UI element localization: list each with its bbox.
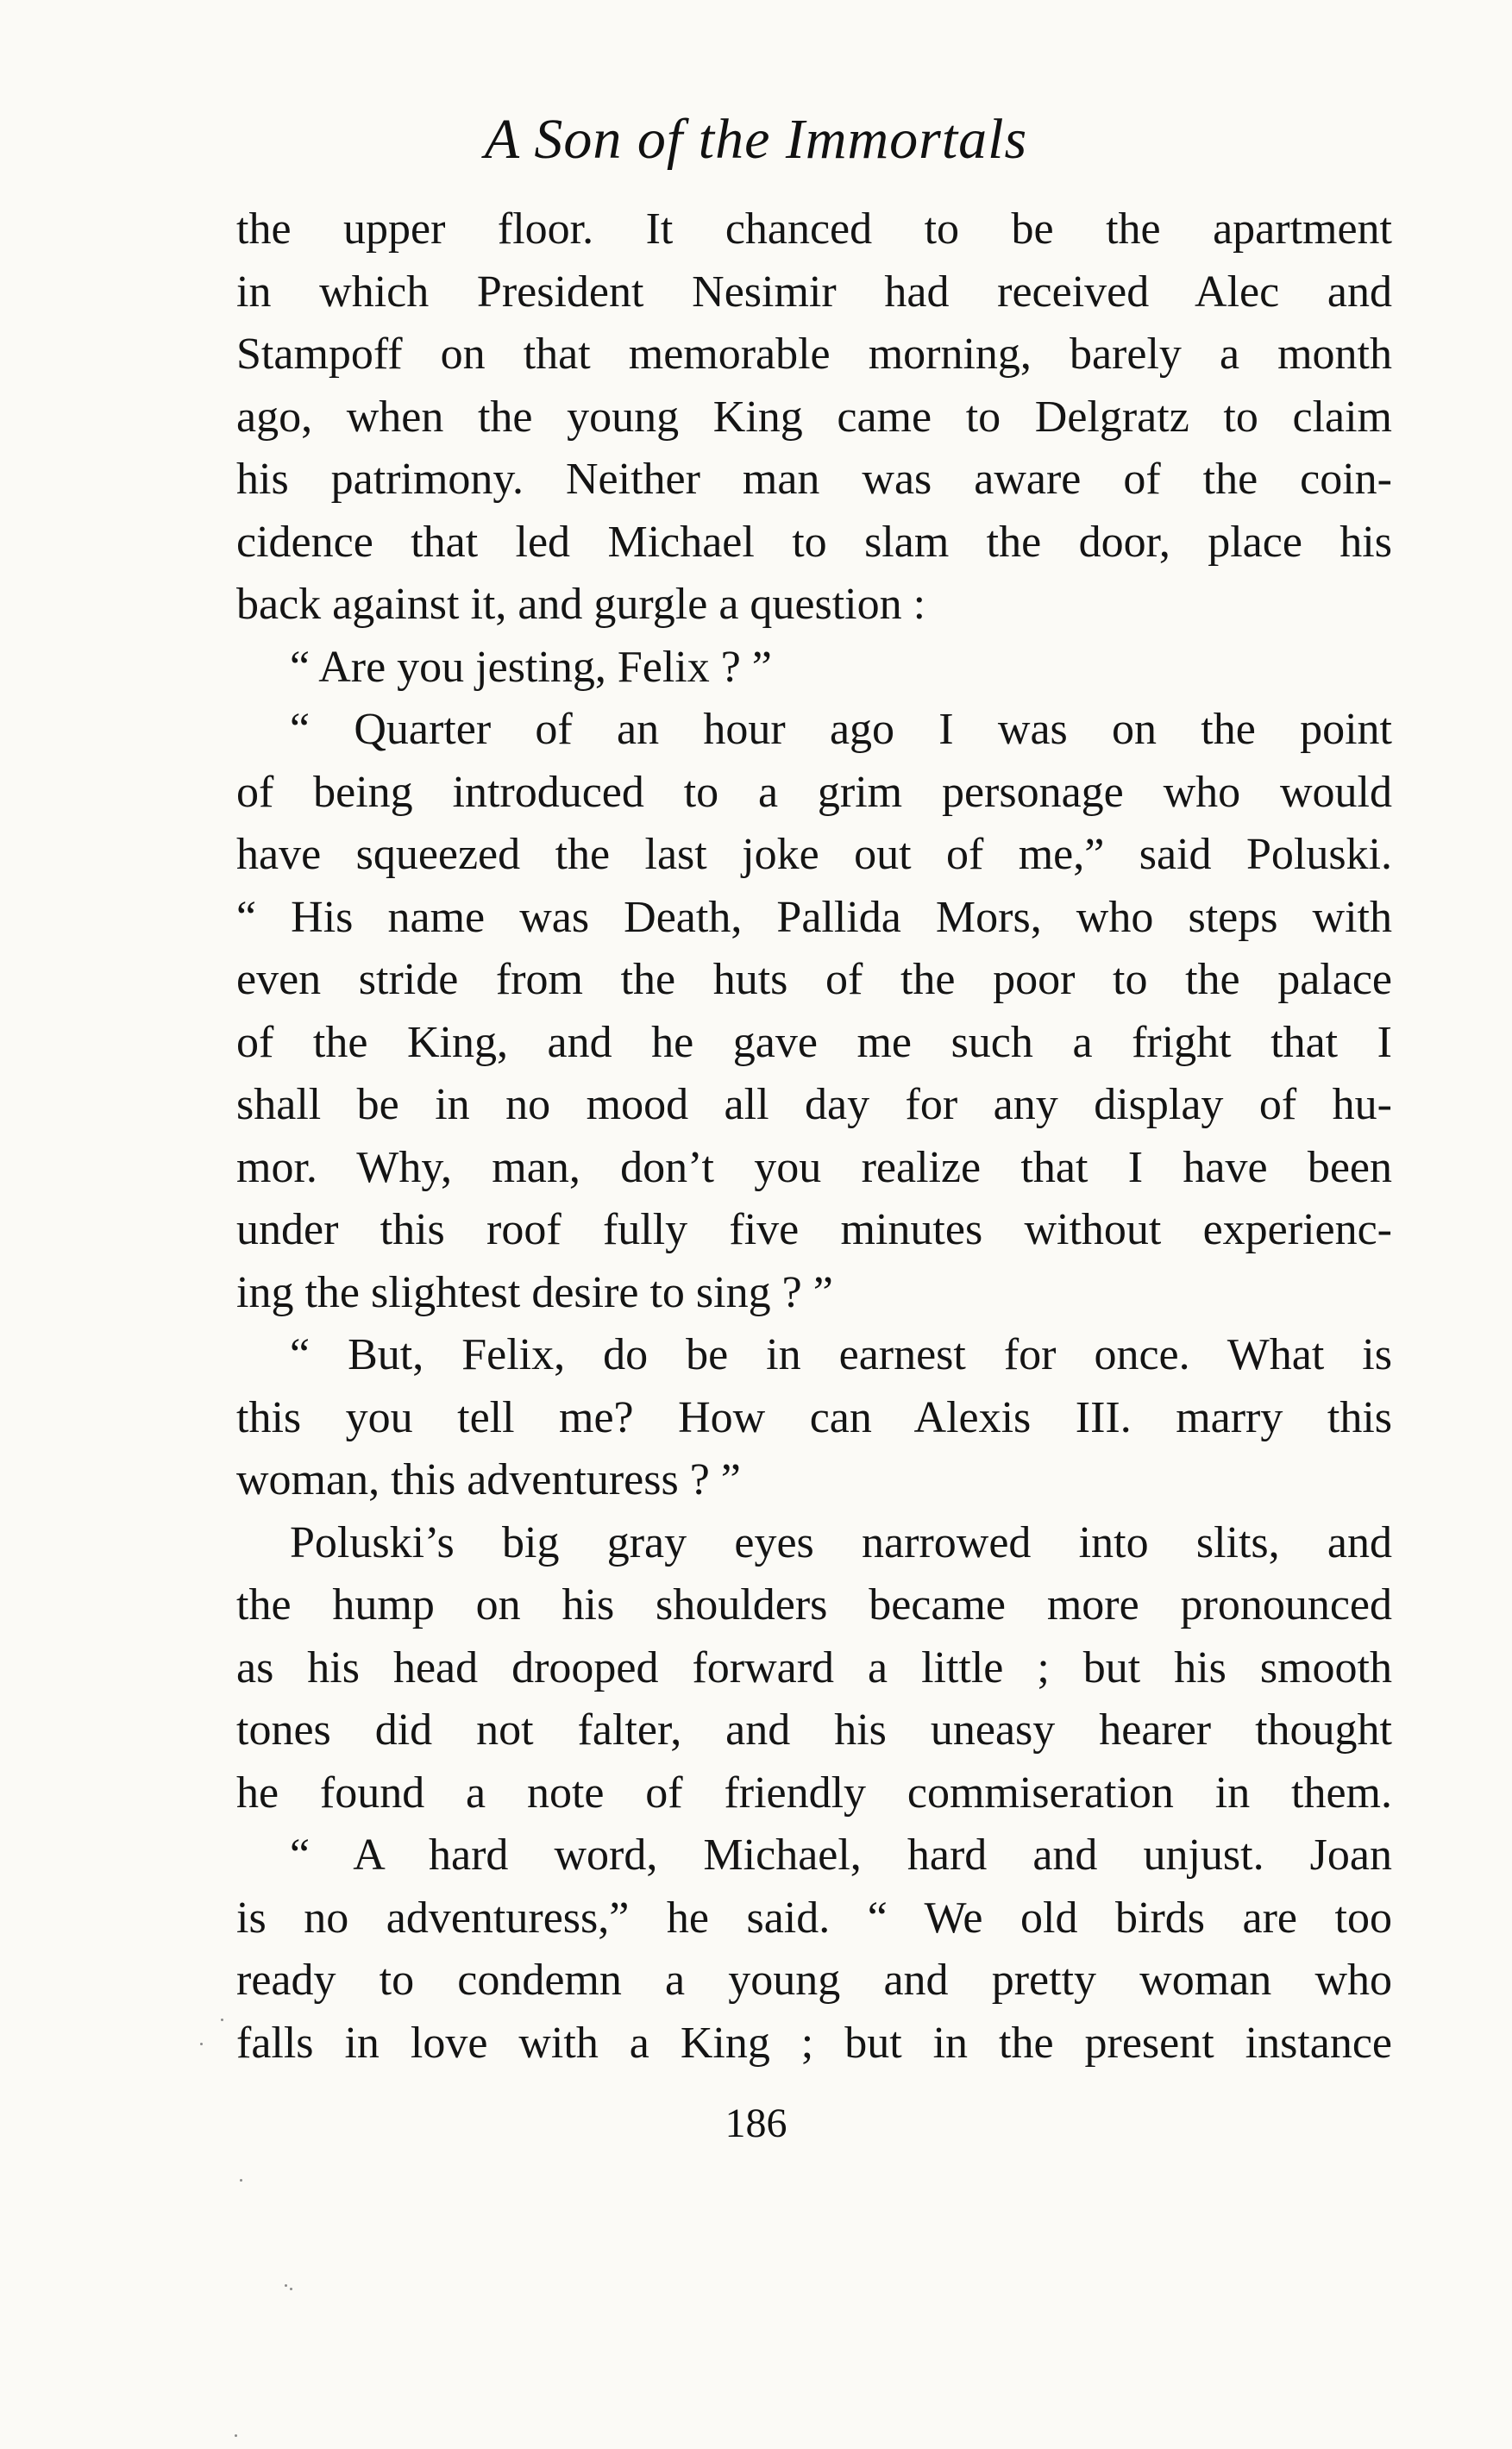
scan-speck [240,2179,242,2182]
text-line: Stampoff on that memorable morning, barely a month [236,330,1392,379]
scan-speck [285,2284,287,2287]
text-line: “ Quarter of an hour ago I was on the point [290,705,1392,754]
text-line: woman, this adventuress ? ” [236,1455,741,1504]
scan-speck [221,2019,223,2021]
scan-speck [235,2434,237,2437]
text-line: “ But, Felix, do be in earnest for once. What is [290,1330,1392,1379]
text-line: ing the slightest desire to sing ? ” [236,1267,833,1317]
page-number: 186 [725,2100,787,2146]
running-title: A Son of the Immortals [484,108,1028,171]
text-line: falls in love with a King ; but in the present instance [236,2018,1392,2068]
text-line: of the King, and he gave me such a fright that I [236,1017,1392,1067]
text-line: Poluski’s big gray eyes narrowed into slits, and [290,1517,1392,1567]
text-line: he found a note of friendly commiseration in them. [236,1768,1392,1818]
text-line: cidence that led Michael to slam the door, place his [236,517,1392,567]
text-line: “ Are you jesting, Felix ? ” [290,642,772,692]
text-line: the hump on his shoulders became more pronounced [236,1580,1392,1630]
text-line: “ A hard word, Michael, hard and unjust. Joan [290,1830,1392,1880]
text-line: back against it, and gurgle a question : [236,580,926,629]
text-line: tones did not falter, and his uneasy hearer thought [236,1705,1392,1755]
scan-speck [290,2288,292,2290]
text-line: ago, when the young King came to Delgratz to claim [236,392,1392,442]
text-line: have squeezed the last joke out of me,” said Poluski. [236,830,1392,879]
body-text [236,198,1392,2075]
text-line: even stride from the huts of the poor to the palace [236,955,1392,1004]
text-line: this you tell me? How can Alexis III. marry this [236,1392,1392,1442]
text-line: mor. Why, man, don’t you realize that I have been [236,1142,1392,1192]
text-line: “ His name was Death, Pallida Mors, who steps with [236,892,1392,942]
scan-speck [200,2043,203,2045]
text-line: shall be in no mood all day for any display of hu- [236,1080,1392,1129]
text-line: ready to condemn a young and pretty woman who [236,1956,1392,2005]
text-line: of being introduced to a grim personage who would [236,767,1392,817]
text-line: as his head drooped forward a little ; but his smooth [236,1642,1392,1692]
text-line: under this roof fully five minutes without experienc- [236,1205,1392,1254]
text-line: in which President Nesimir had received Alec and [236,267,1392,317]
text-line: is no adventuress,” he said. “ We old birds are too [236,1893,1392,1943]
text-line: his patrimony. Neither man was aware of the coin- [236,455,1392,504]
text-line: the upper floor. It chanced to be the apartment [236,204,1392,254]
